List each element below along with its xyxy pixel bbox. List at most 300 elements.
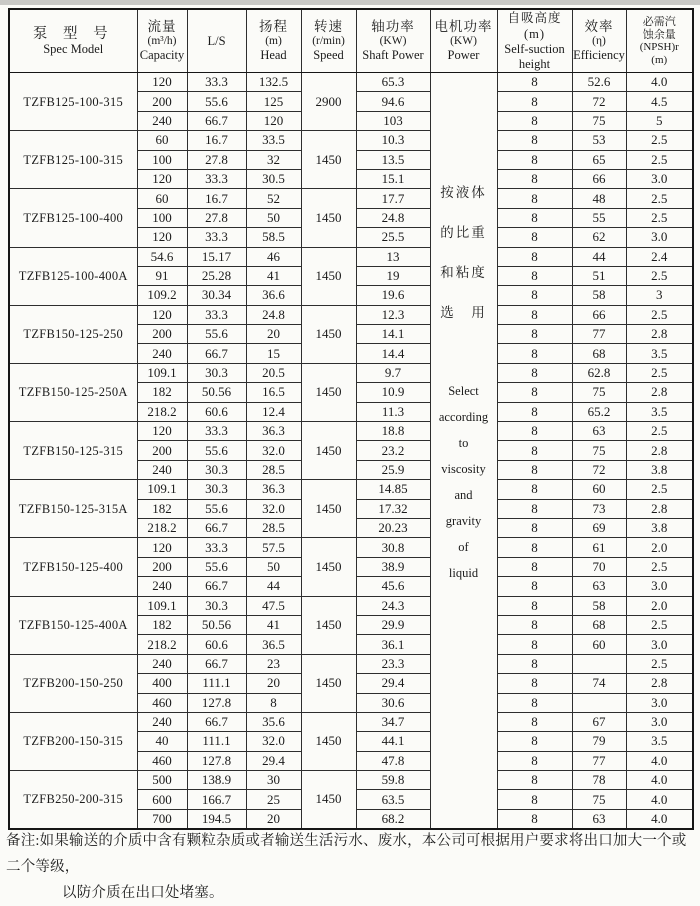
speed-cell: 1450 (301, 189, 356, 247)
table-row (9, 771, 693, 790)
npsh-cell: 2.0 (626, 596, 693, 615)
footnote (6, 828, 698, 906)
shaft-power-cell: 36.1 (356, 635, 430, 654)
speed-cell: 2900 (301, 73, 356, 131)
ls-cell: 50.56 (187, 615, 246, 634)
npsh-cell: 2.5 (626, 131, 693, 150)
capacity-cell: 400 (137, 674, 187, 693)
speed-cell: 1450 (301, 771, 356, 829)
efficiency-cell: 75 (572, 111, 626, 130)
head-cell: 32.0 (246, 441, 301, 460)
ls-cell: 55.6 (187, 557, 246, 576)
npsh-cell: 2.5 (626, 266, 693, 285)
col-header-capacity: 流量 (m³/h) Capacity (137, 9, 187, 73)
head-cell: 20 (246, 809, 301, 829)
col-header-ls: L/S (187, 9, 246, 73)
npsh-cell: 2.5 (626, 208, 693, 227)
self-suction-cell: 8 (497, 325, 572, 344)
npsh-cell: 2.8 (626, 674, 693, 693)
efficiency-cell: 60 (572, 480, 626, 499)
table-row (9, 189, 693, 208)
efficiency-cell: 75 (572, 383, 626, 402)
efficiency-cell: 55 (572, 208, 626, 227)
model-cell: TZFB200-150-315 (9, 712, 137, 770)
head-cell: 46 (246, 247, 301, 266)
shaft-power-cell: 65.3 (356, 73, 430, 92)
capacity-cell: 109.1 (137, 363, 187, 382)
shaft-power-cell: 45.6 (356, 577, 430, 596)
ls-cell: 111.1 (187, 674, 246, 693)
self-suction-cell: 8 (497, 150, 572, 169)
capacity-cell: 460 (137, 693, 187, 712)
efficiency-cell: 77 (572, 751, 626, 770)
capacity-cell: 240 (137, 577, 187, 596)
capacity-cell: 54.6 (137, 247, 187, 266)
npsh-cell: 2.5 (626, 150, 693, 169)
model-cell: TZFB150-125-400A (9, 596, 137, 654)
speed-cell: 1450 (301, 363, 356, 421)
head-cell: 47.5 (246, 596, 301, 615)
motor-power-note-line: 的比重 (440, 225, 487, 240)
motor-power-note-line: 选 用 (440, 305, 487, 320)
col-header-model (9, 9, 137, 73)
motor-power-note-line: according (438, 410, 489, 424)
self-suction-cell: 8 (497, 228, 572, 247)
col-header-model-en: Spec Model (43, 41, 104, 56)
motor-power-note-line: and (454, 488, 473, 502)
speed-cell: 1450 (301, 480, 356, 538)
self-suction-cell: 8 (497, 809, 572, 829)
ls-cell: 66.7 (187, 577, 246, 596)
head-cell: 36.3 (246, 422, 301, 441)
ls-cell: 27.8 (187, 208, 246, 227)
efficiency-cell: 66 (572, 305, 626, 324)
capacity-cell: 60 (137, 131, 187, 150)
efficiency-cell: 62 (572, 228, 626, 247)
ls-cell: 33.3 (187, 73, 246, 92)
motor-power-note-cell (430, 73, 497, 829)
npsh-cell: 2.5 (626, 654, 693, 673)
head-cell: 41 (246, 266, 301, 285)
efficiency-cell: 74 (572, 674, 626, 693)
npsh-cell: 2.0 (626, 538, 693, 557)
capacity-cell: 700 (137, 809, 187, 829)
shaft-power-cell: 20.23 (356, 518, 430, 537)
shaft-power-cell: 12.3 (356, 305, 430, 324)
col-header-model-zh: 泵 型 号 (32, 25, 114, 42)
head-cell: 120 (246, 111, 301, 130)
model-cell: TZFB125-100-315 (9, 73, 137, 131)
head-cell: 30.5 (246, 169, 301, 188)
speed-cell: 1450 (301, 131, 356, 189)
table-row (9, 654, 693, 673)
shaft-power-cell: 14.1 (356, 325, 430, 344)
efficiency-cell: 63 (572, 577, 626, 596)
npsh-cell: 2.5 (626, 363, 693, 382)
table-row (9, 305, 693, 324)
table-row (9, 363, 693, 382)
efficiency-cell: 72 (572, 92, 626, 111)
npsh-cell: 2.8 (626, 441, 693, 460)
head-cell: 58.5 (246, 228, 301, 247)
ls-cell: 66.7 (187, 344, 246, 363)
shaft-power-cell: 13 (356, 247, 430, 266)
efficiency-cell: 58 (572, 286, 626, 305)
npsh-cell: 4.5 (626, 92, 693, 111)
model-cell: TZFB250-200-315 (9, 771, 137, 829)
shaft-power-cell: 19.6 (356, 286, 430, 305)
capacity-cell: 240 (137, 460, 187, 479)
npsh-cell: 5 (626, 111, 693, 130)
ls-cell: 30.3 (187, 480, 246, 499)
self-suction-cell: 8 (497, 383, 572, 402)
ls-cell: 66.7 (187, 712, 246, 731)
npsh-cell: 3.0 (626, 577, 693, 596)
head-cell: 8 (246, 693, 301, 712)
ls-cell: 111.1 (187, 732, 246, 751)
npsh-cell: 2.5 (626, 480, 693, 499)
self-suction-cell: 8 (497, 266, 572, 285)
table-row (9, 538, 693, 557)
motor-power-note-line: liquid (448, 566, 479, 580)
npsh-cell: 4.0 (626, 809, 693, 829)
capacity-cell: 218.2 (137, 635, 187, 654)
shaft-power-cell: 94.6 (356, 92, 430, 111)
self-suction-cell: 8 (497, 131, 572, 150)
table-row (9, 131, 693, 150)
shaft-power-cell: 30.6 (356, 693, 430, 712)
efficiency-cell (572, 654, 626, 673)
col-header-motor-power: 电机功率 (KW) Power (430, 9, 497, 73)
model-cell: TZFB200-150-250 (9, 654, 137, 712)
capacity-cell: 182 (137, 615, 187, 634)
ls-cell: 55.6 (187, 325, 246, 344)
self-suction-cell: 8 (497, 169, 572, 188)
speed-cell: 1450 (301, 596, 356, 654)
self-suction-cell: 8 (497, 732, 572, 751)
efficiency-cell: 68 (572, 344, 626, 363)
model-cell: TZFB125-100-400 (9, 189, 137, 247)
npsh-cell: 3.5 (626, 402, 693, 421)
capacity-cell: 218.2 (137, 518, 187, 537)
head-cell: 32.0 (246, 732, 301, 751)
efficiency-cell: 68 (572, 615, 626, 634)
capacity-cell: 60 (137, 189, 187, 208)
self-suction-cell: 8 (497, 654, 572, 673)
speed-cell: 1450 (301, 712, 356, 770)
self-suction-cell: 8 (497, 674, 572, 693)
table-row (9, 73, 693, 92)
shaft-power-cell: 9.7 (356, 363, 430, 382)
efficiency-cell: 60 (572, 635, 626, 654)
self-suction-cell: 8 (497, 499, 572, 518)
model-cell: TZFB125-100-315 (9, 131, 137, 189)
shaft-power-cell: 18.8 (356, 422, 430, 441)
speed-cell: 1450 (301, 305, 356, 363)
shaft-power-cell: 38.9 (356, 557, 430, 576)
motor-power-note-line: to (458, 436, 469, 450)
npsh-cell: 2.8 (626, 383, 693, 402)
col-header-self-suction: 自吸高度(m) Self-suction height (497, 9, 572, 73)
head-cell: 50 (246, 557, 301, 576)
shaft-power-cell: 23.2 (356, 441, 430, 460)
efficiency-cell: 66 (572, 169, 626, 188)
ls-cell: 33.3 (187, 422, 246, 441)
efficiency-cell: 44 (572, 247, 626, 266)
ls-cell: 66.7 (187, 654, 246, 673)
shaft-power-cell: 14.4 (356, 344, 430, 363)
shaft-power-cell: 34.7 (356, 712, 430, 731)
table-row (9, 712, 693, 731)
ls-cell: 25.28 (187, 266, 246, 285)
shaft-power-cell: 14.85 (356, 480, 430, 499)
efficiency-cell: 69 (572, 518, 626, 537)
table-row (9, 596, 693, 615)
npsh-cell: 2.5 (626, 189, 693, 208)
self-suction-cell: 8 (497, 693, 572, 712)
table-header (9, 9, 693, 73)
efficiency-cell: 75 (572, 441, 626, 460)
self-suction-cell: 8 (497, 712, 572, 731)
efficiency-cell: 70 (572, 557, 626, 576)
efficiency-cell: 73 (572, 499, 626, 518)
head-cell: 44 (246, 577, 301, 596)
model-cell: TZFB150-125-250A (9, 363, 137, 421)
npsh-cell: 3.0 (626, 228, 693, 247)
npsh-cell: 3 (626, 286, 693, 305)
capacity-cell: 182 (137, 499, 187, 518)
head-cell: 23 (246, 654, 301, 673)
ls-cell: 127.8 (187, 693, 246, 712)
motor-power-note-gap (431, 333, 497, 378)
shaft-power-cell: 68.2 (356, 809, 430, 829)
efficiency-cell: 61 (572, 538, 626, 557)
model-cell: TZFB150-125-400 (9, 538, 137, 596)
npsh-cell: 4.0 (626, 73, 693, 92)
model-cell: TZFB150-125-250 (9, 305, 137, 363)
self-suction-cell: 8 (497, 92, 572, 111)
self-suction-cell: 8 (497, 460, 572, 479)
speed-cell: 1450 (301, 247, 356, 305)
ls-cell: 194.5 (187, 809, 246, 829)
efficiency-cell: 48 (572, 189, 626, 208)
ls-cell: 60.6 (187, 402, 246, 421)
head-cell: 36.6 (246, 286, 301, 305)
capacity-cell: 40 (137, 732, 187, 751)
head-cell: 29.4 (246, 751, 301, 770)
capacity-cell: 100 (137, 150, 187, 169)
self-suction-cell: 8 (497, 111, 572, 130)
shaft-power-cell: 17.7 (356, 189, 430, 208)
self-suction-cell: 8 (497, 208, 572, 227)
npsh-cell: 4.0 (626, 771, 693, 790)
head-cell: 20.5 (246, 363, 301, 382)
efficiency-cell: 75 (572, 790, 626, 809)
efficiency-cell: 65.2 (572, 402, 626, 421)
motor-power-note (431, 73, 497, 586)
model-cell: TZFB125-100-400A (9, 247, 137, 305)
efficiency-cell: 62.8 (572, 363, 626, 382)
npsh-cell: 2.5 (626, 422, 693, 441)
capacity-cell: 200 (137, 325, 187, 344)
head-cell: 36.3 (246, 480, 301, 499)
ls-cell: 30.3 (187, 363, 246, 382)
ls-cell: 30.34 (187, 286, 246, 305)
capacity-cell: 218.2 (137, 402, 187, 421)
efficiency-cell: 65 (572, 150, 626, 169)
shaft-power-cell: 24.8 (356, 208, 430, 227)
col-header-head: 扬程 (m) Head (246, 9, 301, 73)
header-row (9, 9, 693, 73)
model-cell: TZFB150-125-315A (9, 480, 137, 538)
self-suction-cell: 8 (497, 247, 572, 266)
col-header-efficiency: 效率 (η) Efficiency (572, 9, 626, 73)
capacity-cell: 120 (137, 538, 187, 557)
efficiency-cell: 79 (572, 732, 626, 751)
head-cell: 20 (246, 674, 301, 693)
npsh-cell: 3.0 (626, 693, 693, 712)
head-cell: 132.5 (246, 73, 301, 92)
ls-cell: 138.9 (187, 771, 246, 790)
motor-power-note-line: 按液体 (440, 185, 487, 200)
head-cell: 35.6 (246, 712, 301, 731)
ls-cell: 33.3 (187, 169, 246, 188)
efficiency-cell: 72 (572, 460, 626, 479)
head-cell: 15 (246, 344, 301, 363)
self-suction-cell: 8 (497, 751, 572, 770)
self-suction-cell: 8 (497, 305, 572, 324)
motor-power-note-line: viscosity (441, 462, 486, 476)
capacity-cell: 100 (137, 208, 187, 227)
head-cell: 32 (246, 150, 301, 169)
ls-cell: 55.6 (187, 499, 246, 518)
ls-cell: 55.6 (187, 92, 246, 111)
table-row (9, 247, 693, 266)
ls-cell: 30.3 (187, 460, 246, 479)
ls-cell: 33.3 (187, 228, 246, 247)
ls-cell: 66.7 (187, 518, 246, 537)
self-suction-cell: 8 (497, 363, 572, 382)
shaft-power-cell: 11.3 (356, 402, 430, 421)
efficiency-cell: 53 (572, 131, 626, 150)
capacity-cell: 120 (137, 73, 187, 92)
col-header-speed: 转速 (r/min) Speed (301, 9, 356, 73)
npsh-cell: 3.5 (626, 732, 693, 751)
motor-power-note-line: 和粘度 (440, 265, 487, 280)
shaft-power-cell: 17.32 (356, 499, 430, 518)
capacity-cell: 600 (137, 790, 187, 809)
npsh-cell: 2.5 (626, 305, 693, 324)
self-suction-cell: 8 (497, 518, 572, 537)
shaft-power-cell: 10.3 (356, 131, 430, 150)
pump-spec-table (8, 8, 694, 830)
self-suction-cell: 8 (497, 577, 572, 596)
shaft-power-cell: 25.9 (356, 460, 430, 479)
capacity-cell: 240 (137, 654, 187, 673)
self-suction-cell: 8 (497, 73, 572, 92)
efficiency-cell: 58 (572, 596, 626, 615)
npsh-cell: 2.4 (626, 247, 693, 266)
speed-cell: 1450 (301, 538, 356, 596)
capacity-cell: 109.2 (137, 286, 187, 305)
npsh-cell: 3.8 (626, 518, 693, 537)
ls-cell: 50.56 (187, 383, 246, 402)
ls-cell: 55.6 (187, 441, 246, 460)
shaft-power-cell: 44.1 (356, 732, 430, 751)
efficiency-cell: 63 (572, 422, 626, 441)
scan-edge-artifact (0, 0, 700, 5)
model-cell: TZFB150-125-315 (9, 422, 137, 480)
shaft-power-cell: 19 (356, 266, 430, 285)
self-suction-cell: 8 (497, 441, 572, 460)
motor-power-note-line: gravity (445, 514, 482, 528)
head-cell: 25 (246, 790, 301, 809)
self-suction-cell: 8 (497, 286, 572, 305)
shaft-power-cell: 15.1 (356, 169, 430, 188)
capacity-cell: 460 (137, 751, 187, 770)
self-suction-cell: 8 (497, 557, 572, 576)
shaft-power-cell: 13.5 (356, 150, 430, 169)
capacity-cell: 120 (137, 169, 187, 188)
footnote-line-2: 以防介质在出口处堵塞。 (62, 885, 224, 901)
head-cell: 28.5 (246, 460, 301, 479)
capacity-cell: 91 (137, 266, 187, 285)
head-cell: 32.0 (246, 499, 301, 518)
self-suction-cell: 8 (497, 635, 572, 654)
head-cell: 20 (246, 325, 301, 344)
head-cell: 50 (246, 208, 301, 227)
ls-cell: 166.7 (187, 790, 246, 809)
ls-cell: 60.6 (187, 635, 246, 654)
shaft-power-cell: 24.3 (356, 596, 430, 615)
capacity-cell: 240 (137, 111, 187, 130)
efficiency-cell: 63 (572, 809, 626, 829)
shaft-power-cell: 25.5 (356, 228, 430, 247)
motor-power-note-line: Select (448, 384, 479, 398)
shaft-power-cell: 10.9 (356, 383, 430, 402)
ls-cell: 16.7 (187, 131, 246, 150)
npsh-cell: 2.5 (626, 557, 693, 576)
capacity-cell: 500 (137, 771, 187, 790)
efficiency-cell: 52.6 (572, 73, 626, 92)
shaft-power-cell: 23.3 (356, 654, 430, 673)
npsh-cell: 2.8 (626, 325, 693, 344)
shaft-power-cell: 29.4 (356, 674, 430, 693)
capacity-cell: 120 (137, 228, 187, 247)
capacity-cell: 109.1 (137, 480, 187, 499)
footnote-line-1: 备注:如果输送的介质中含有颗粒杂质或者输送生活污水、废水，本公司可根据用户要求将出口加大一个或二个等级， (6, 833, 687, 875)
self-suction-cell: 8 (497, 480, 572, 499)
efficiency-cell: 78 (572, 771, 626, 790)
head-cell: 36.5 (246, 635, 301, 654)
shaft-power-cell: 30.8 (356, 538, 430, 557)
capacity-cell: 120 (137, 305, 187, 324)
motor-power-note-line: of (458, 540, 469, 554)
capacity-cell: 109.1 (137, 596, 187, 615)
ls-cell: 33.3 (187, 538, 246, 557)
capacity-cell: 200 (137, 441, 187, 460)
efficiency-cell (572, 693, 626, 712)
npsh-cell: 3.8 (626, 460, 693, 479)
shaft-power-cell: 103 (356, 111, 430, 130)
self-suction-cell: 8 (497, 771, 572, 790)
head-cell: 33.5 (246, 131, 301, 150)
npsh-cell: 3.5 (626, 344, 693, 363)
head-cell: 12.4 (246, 402, 301, 421)
npsh-cell: 3.0 (626, 169, 693, 188)
ls-cell: 33.3 (187, 305, 246, 324)
self-suction-cell: 8 (497, 596, 572, 615)
